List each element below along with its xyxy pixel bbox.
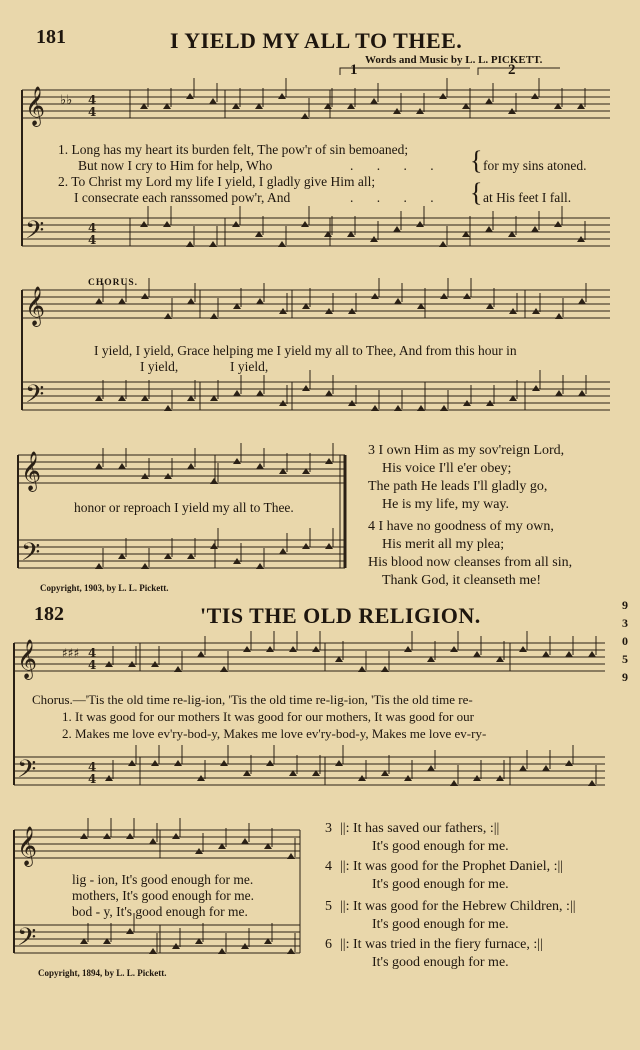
note-head [95,563,103,569]
note-head [531,226,539,232]
note-head [174,760,182,766]
note-head [555,390,563,396]
copyright-182: Copyright, 1894, by L. L. Pickett. [38,968,167,978]
verse-182-3-refrain: It's good enough for me. [372,839,509,854]
note-head [243,646,251,652]
verse2-line2: I consecrate each ranssomed pow'r, And [74,190,291,205]
note-head [118,463,126,469]
note-head [302,543,310,549]
note-head [325,543,333,549]
note-head [210,543,218,549]
staff-181-1-treble [22,90,610,118]
chorus-182-line: Chorus.—'Tis the old time re-lig-ion, 'Tis the old time re-lig-ion, 'Tis the old time re- [32,692,473,707]
svg-text:4: 4 [88,760,97,774]
margin-number-4: 5 [622,652,628,666]
note-head [578,390,586,396]
note-head [256,463,264,469]
svg-text:4: 4 [88,233,97,247]
chorus-echo-1: I yield, [140,359,179,374]
note-head [140,221,148,227]
note-head [164,405,172,411]
note-head [287,948,295,954]
stanza-4-line-1: 4 I have no goodness of my own, [368,519,554,534]
verse-182-5-line: ||: It was good for the Hebrew Children, :|| [340,899,576,914]
note-head [450,780,458,786]
note-head [463,293,471,299]
verse-182-1-line: 1. It was good for our mothers It was good for our mothers, It was good for our [62,709,474,724]
svg-text:𝄞: 𝄞 [17,826,38,866]
verse-182-4-num: 4 [325,859,332,874]
note-head [427,765,435,771]
note-head [256,563,264,569]
note-head [95,463,103,469]
stanza-4-line-4: Thank God, it cleanseth me! [382,573,542,588]
note-head [417,405,425,411]
note-head [588,651,596,657]
verse-182-3-line: ||: It has saved our fathers, :|| [340,821,500,836]
note-head [149,948,157,954]
note-head [233,390,241,396]
note-head [128,760,136,766]
verse-182-3-num: 3 [325,821,332,836]
chorus-line2: honor or reproach I yield my all to Thee. [74,500,294,515]
verse-182-6-line: ||: It was tried in the fiery furnace, :|| [340,937,543,952]
hymn-number-181: 181 [36,26,66,48]
margin-number-2: 3 [622,616,628,630]
note-head [381,666,389,672]
note-head [220,760,228,766]
verse2-dots: . . . . [350,190,444,205]
ending-1-marker: 1 [350,62,358,78]
note-head [118,298,126,304]
note-head [218,948,226,954]
note-head [485,226,493,232]
svg-text:𝄢: 𝄢 [17,755,37,790]
end-line-3: bod - y, It's good enough for me. [72,904,248,919]
note-head [278,93,286,99]
note-head [404,646,412,652]
svg-text:4: 4 [88,658,97,672]
stanza-3-line-3: The path He leads I'll gladly go, [368,479,548,494]
note-head [371,293,379,299]
svg-text:𝄢: 𝄢 [17,923,37,958]
note-head [164,313,172,319]
chorus-line1: I yield, I yield, Grace helping me I yield my all to Thee, And from this hour in [94,343,517,358]
svg-text:♭♭: ♭♭ [60,93,73,108]
svg-text:4: 4 [88,646,97,660]
note-head [394,405,402,411]
note-head [279,548,287,554]
stanza-3-line-4: He is my life, my way. [382,497,510,512]
note-head [126,833,134,839]
verse-182-5-refrain: It's good enough for me. [372,917,509,932]
verse-182-5-num: 5 [325,899,332,914]
note-head [440,293,448,299]
hymn-number-182: 182 [34,603,64,625]
note-head [440,405,448,411]
verse2-line1: 2. To Christ my Lord my life I yield, I gladly give Him all; [58,174,376,189]
note-head [256,390,264,396]
note-head [266,760,274,766]
note-head [393,226,401,232]
note-head [187,298,195,304]
note-head [358,666,366,672]
note-head [95,298,103,304]
svg-text:𝄞: 𝄞 [21,451,42,491]
note-head [220,666,228,672]
svg-text:𝄢: 𝄢 [25,216,45,251]
verse1-line1: 1. Long has my heart its burden felt, The pow'r of sin bemoaned; [58,142,409,157]
note-head [439,241,447,247]
note-head [370,98,378,104]
note-head [312,646,320,652]
note-head [371,405,379,411]
note-head [485,98,493,104]
margin-number-3: 0 [622,634,628,648]
end-line-1: lig - ion, It's good enough for me. [72,872,254,887]
verse-182-2-line: 2. Makes me love ev'ry-bod-y, Makes me love ev'ry-bod-y, Makes me love ev-ry- [62,726,487,741]
stanza-4-line-2: His merit all my plea; [382,537,505,552]
verse-182-4-line: ||: It was good for the Prophet Daniel, :|| [340,859,564,874]
note-head [149,838,157,844]
note-head [519,765,527,771]
margin-number-1: 9 [622,598,628,612]
note-head [301,221,309,227]
note-head [287,853,295,859]
note-head [172,833,180,839]
note-head [103,833,111,839]
svg-text:4: 4 [88,105,97,119]
note-head [450,646,458,652]
note-head [80,833,88,839]
note-head [394,298,402,304]
note-head [325,458,333,464]
ending-line-2: at His feet I fall. [483,190,572,205]
note-head [302,385,310,391]
end-line-2: mothers, It's good enough for me. [72,888,255,903]
note-head [554,221,562,227]
svg-text:𝄞: 𝄞 [25,86,46,126]
hymn-author-181: Words and Music by L. L. PICKETT. [365,54,543,66]
note-head [289,646,297,652]
ending-line-1: for my sins atoned. [483,158,587,173]
note-head [473,651,481,657]
svg-text:𝄢: 𝄢 [25,380,45,415]
note-head [531,93,539,99]
note-head [232,221,240,227]
margin-number-5: 9 [622,670,628,684]
verse-182-6-refrain: It's good enough for me. [372,955,509,970]
stanza-3-line-2: His voice I'll e'er obey; [382,461,512,476]
ending-2-marker: 2 [508,62,516,78]
verse-182-6-num: 6 [325,937,332,952]
note-head [163,221,171,227]
svg-text:4: 4 [88,772,97,786]
note-head [555,313,563,319]
svg-text:♯♯♯: ♯♯♯ [62,646,80,660]
chorus-label: CHORUS. [88,278,139,288]
note-head [532,385,540,391]
note-head [233,458,241,464]
svg-text:4: 4 [88,221,97,235]
note-head [241,838,249,844]
note-head [335,760,343,766]
note-head [187,463,195,469]
hymn-title-182: 'TIS THE OLD RELIGION. [200,603,481,628]
svg-text:𝄞: 𝄞 [25,286,46,326]
svg-text:4: 4 [88,93,97,107]
note-head [301,113,309,119]
note-head [325,390,333,396]
note-head [186,93,194,99]
copyright-181: Copyright, 1903, by L. L. Pickett. [40,583,169,593]
verse1-dots: . . . . [350,158,444,173]
note-head [186,241,194,247]
verse-182-4-refrain: It's good enough for me. [372,877,509,892]
verse1-line2: But now I cry to Him for help, Who [78,158,273,173]
note-head [209,98,217,104]
note-head [519,646,527,652]
note-head [565,760,573,766]
chorus-echo-2: I yield, [230,359,269,374]
note-head [174,666,182,672]
note-head [210,313,218,319]
note-head [278,241,286,247]
note-head [542,765,550,771]
note-head [578,298,586,304]
note-head [197,651,205,657]
note-head [439,93,447,99]
hymn-title-181: I YIELD MY ALL TO THEE. [170,28,463,53]
note-head [210,478,218,484]
note-head [256,298,264,304]
ending-brace: { [470,146,483,175]
svg-text:𝄢: 𝄢 [21,538,41,573]
note-head [416,221,424,227]
ending-brace-2: { [470,178,483,207]
svg-text:𝄞: 𝄞 [17,639,38,679]
note-head [151,760,159,766]
stanza-3-line-1: 3 I own Him as my sov'reign Lord, [368,443,565,458]
stanza-4-line-3: His blood now cleanses from all sin, [368,555,573,570]
note-head [588,780,596,786]
note-head [266,646,274,652]
note-head [565,651,573,657]
note-head [126,928,134,934]
note-head [141,563,149,569]
note-head [209,241,217,247]
note-head [141,293,149,299]
note-head [542,651,550,657]
